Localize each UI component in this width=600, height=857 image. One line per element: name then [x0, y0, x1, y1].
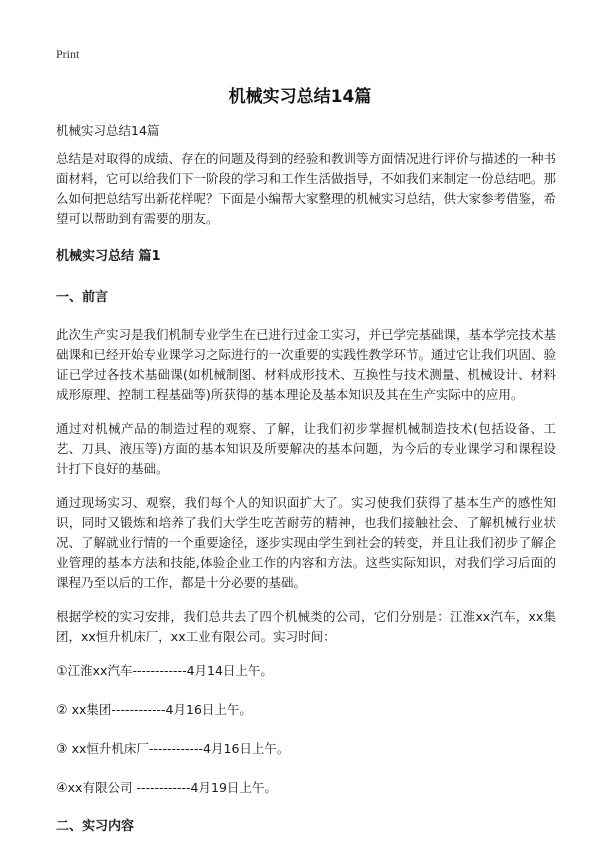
schedule-item-text: xx恒升机床厂------------4月16日上午。	[67, 741, 290, 756]
document-title: 机械实习总结14篇	[228, 87, 372, 107]
schedule-item-marker: ③	[56, 742, 68, 757]
heading-preface: 一、前言	[56, 290, 109, 305]
schedule-item	[56, 700, 556, 721]
schedule-item-marker: ④	[56, 781, 68, 796]
schedule-item	[56, 739, 556, 760]
schedule-item-marker: ②	[56, 703, 68, 718]
paragraph: 通过对机械产品的制造过程的观察、了解，让我们初步掌握机械制造技术(包括设备、工艺、刀具、液压等)方面的基本知识及所要解决的基本问题，为今后的专业课学习和课程设计打下良好的基础。	[56, 421, 556, 476]
print-label: Print	[56, 47, 80, 61]
schedule-item-text: xx有限公司 ------------4月19日上午。	[67, 780, 277, 795]
paragraph: 根据学校的实习安排，我们总共去了四个机械类的公司，它们分别是：江淮xx汽车，xx集团，xx恒升机床厂，xx工业有限公司。实习时间：	[56, 609, 556, 644]
paragraph: 此次生产实习是我们机制专业学生在已进行过金工实习，并已学完基础课，基本学完技术基础课和已经开始专业课学习之际进行的一次重要的实践性教学环节。通过它让我们巩固、验证已学过各技术基础课(如机械制图、材料成形技术、互换性与技术测量、机械设计、材料成形原理、控制工程基础等)所获得的基本理论及基本知识及其在生产实际中的应用。	[56, 327, 557, 402]
heading-internship-content: 二、实习内容	[56, 819, 135, 834]
schedule-item-marker: ①	[56, 664, 68, 679]
document-body	[56, 121, 556, 857]
section-title: 机械实习总结 篇1	[56, 249, 161, 264]
schedule-item	[56, 778, 556, 799]
schedule-item-text: xx集团------------4月16日上午。	[67, 702, 252, 717]
document-subtitle: 机械实习总结14篇	[56, 123, 160, 138]
schedule-item-text: 江淮xx汽车------------4月14日上午。	[67, 663, 273, 678]
schedule-item	[56, 661, 556, 682]
paragraph: 通过现场实习、观察，我们每个人的知识面扩大了。实习使我们获得了基本生产的感性知识，同时又锻炼和培养了我们大学生吃苦耐劳的精神，也我们接触社会、了解机械行业状况、了解就业行情的一个重要途径，逐步实现由学生到社会的转变，并且让我们初步了解企业管理的基本方法和技能,体验企业工作的内容和方法。这些实际知识，对我们学习后面的课程乃至以后的工作，都是十分必要的基础。	[56, 495, 557, 590]
intro-paragraph: 总结是对取得的成绩、存在的问题及得到的经验和教训等方面情况进行评价与描述的一种书面材料，它可以给我们下一阶段的学习和工作生活做指导，不如我们来制定一份总结吧。那么如何把总结写出新花样呢？下面是小编帮大家整理的机械实习总结，供大家参考借鉴，希望可以帮助到有需要的朋友。	[56, 151, 557, 226]
